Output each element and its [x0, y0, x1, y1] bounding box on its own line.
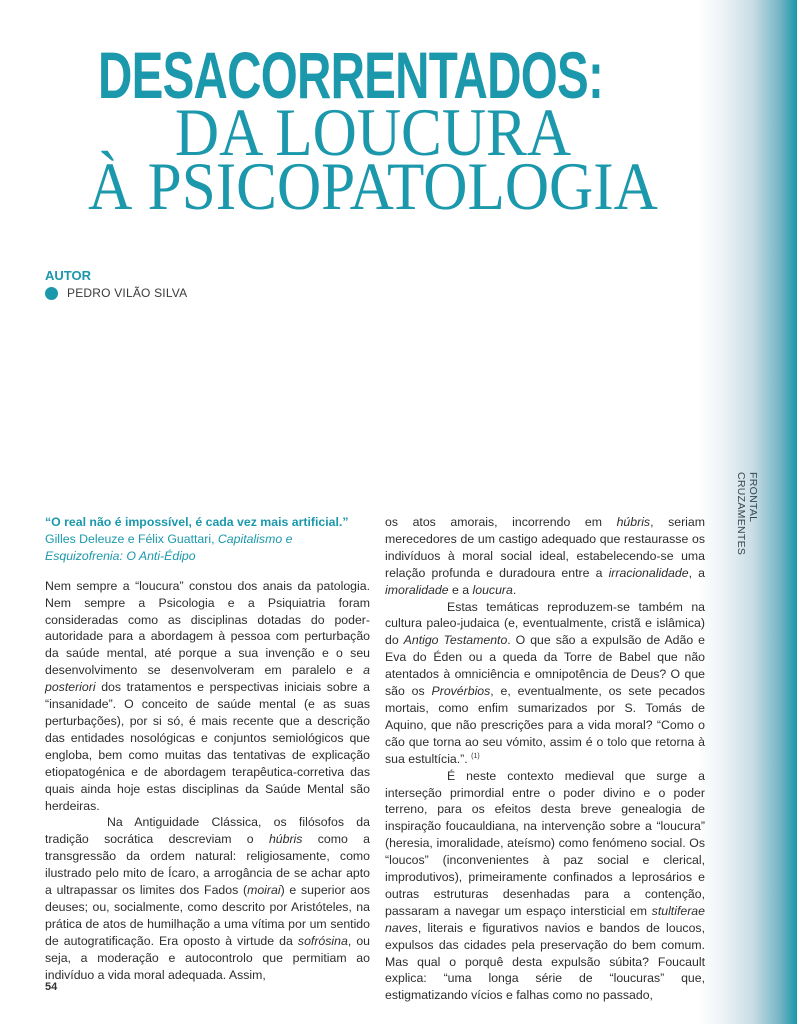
author-label: AUTOR	[45, 268, 91, 283]
italic-run: irracionalidade	[608, 565, 689, 580]
text-run: Estas temáticas reproduzem-se também na cultura paleo-judaica (e, eventualmente, cristã e islâmica) do	[385, 599, 705, 648]
section-label-cruzamentes: CRUZAMENTES	[735, 472, 747, 556]
footnote-marker[interactable]: (1)	[471, 752, 480, 760]
section-label-frontal: FRONTAL	[747, 472, 759, 523]
text-run: Na Antiguidade Clássica, os filósofos da tradição socrática descreviam o	[45, 815, 370, 847]
text-run: dos tratamentos e perspectivas iniciais sobre a “insanidade”. O conceito de saúde mental (e as suas perturbações), por si só, é mais recente que a descrição das entidades nosológicas e conjuntos semiológicos que engloba, bem como muitas das tentativas de explicação etiopatogénica e de abordagem terapêutica-corretiva das quais ainda hoje estas disciplinas da Saúde Mental são herdeiras.	[45, 680, 370, 813]
epigraph-authors: Gilles Deleuze e Félix Guattari,	[45, 531, 218, 546]
text-run: e a	[448, 582, 473, 597]
text-run: como a transgressão da ordem natural: religiosamente, como ilustrado pelo mito de Ícaro, a arrogância de se achar apto a ultrapassar os limites dos Fados (	[45, 832, 370, 898]
italic-run: imoralidade	[385, 582, 449, 597]
text-run: .	[512, 582, 517, 597]
text-run: , seriam merecedores de um castigo adequado que restaurasse os indivíduos à moral social ideal, estabelecendo-se uma relação profunda e duradoura entre a	[385, 515, 705, 580]
text-run: , ou seja, a moderação e autocontrolo que permitiam ao indivíduo a vida moral adequada. Assim,	[45, 933, 370, 982]
column-right	[385, 514, 705, 1004]
author-name: PEDRO VILÃO SILVA	[67, 286, 188, 300]
italic-run: moirai	[247, 883, 281, 898]
italic-run: loucura	[472, 582, 513, 597]
text-run: É neste contexto medieval que surge a interseção primordial entre o poder divino e o poder terreno, para os efeitos desta breve genealogia de inspiração foucauldiana, na intervenção sobre a “loucura” (heresia, imoralidade, ateísmo) como fenómeno social. Os “loucos” (inconvenientes à paz social e clerical, improdutivos), primeiramente confinados a leprosários e outras estruturas desenhadas para a contenção, passaram a navegar um espaço intersticial em	[385, 768, 705, 918]
body-paragraph-4	[385, 599, 705, 768]
text-run: . O que são a expulsão de Adão e Eva do Éden ou a queda da Torre de Babel que não atentados à omniciência e omnipotência de Deus? O que são os	[385, 633, 705, 699]
body-paragraph-1	[45, 578, 370, 815]
text-run: , literais e figurativos navios e bandos de loucos, expulsos das cidades pela preservação do bem comum. Mas qual o porquê desta expulsão súbita? Foucault explica: “uma longa série de “loucuras” que, estigmatizando vícios e falhas como no passado,	[385, 920, 705, 1003]
italic-run: a posteriori	[45, 663, 370, 695]
body-paragraph-3	[385, 514, 705, 599]
title-line-2: DA LOUCURA	[174, 94, 572, 170]
section-label	[733, 472, 793, 562]
text-run: os atos amorais, incorrendo em	[385, 515, 617, 529]
epigraph-book-title: Capitalismo e Esquizofrenia: O Anti-Édipo	[45, 531, 293, 563]
body-paragraph-5	[385, 768, 705, 1005]
author-row	[45, 286, 187, 300]
epigraph-quote: “O real não é impossível, é cada vez mais artificial.”	[45, 515, 349, 529]
page-number: 54	[45, 981, 58, 993]
bullet-dot-icon	[45, 287, 58, 300]
body-paragraph-2	[45, 814, 370, 983]
text-run: ) e superior aos deuses; ou, socialmente, como descrito por Aristóteles, na prática de atos de humilhação a uma vítima por um sentido de autogratificação. Era oposto à virtude da	[45, 883, 370, 948]
title-line-1: DESACORRENTADOS:	[98, 38, 604, 112]
text-run: Nem sempre a “loucura” constou dos anais da patologia. Nem sempre a Psicologia e a Psiquiatria foram consideradas como as disciplinas dotadas do poder-autoridade para a abordagem à pessoa com perturbação da saúde mental, até porque a sua invenção e o seu desenvolvimento se desenvolveram em paralelo e	[45, 578, 370, 678]
epigraph-source	[45, 531, 370, 565]
italic-run: Provérbios	[431, 684, 491, 699]
italic-run: Antigo Testamento	[403, 633, 508, 648]
column-left	[45, 514, 370, 983]
italic-run: sofrósina	[297, 933, 348, 948]
italic-run: húbris	[268, 832, 303, 847]
text-run: , e, eventualmente, os sete pecados mortais, como enfim sumarizados por S. Tomás de Aquino, que não prescrições para a vida moral? “Como o cão que torna ao seu vómito, assim é o tolo que retorna à sua estultícia.”.	[385, 684, 706, 766]
title-line-3: À PSICOPATOLOGIA	[88, 148, 658, 224]
italic-run: húbris	[616, 515, 651, 529]
text-run: , a	[688, 565, 705, 580]
italic-run: stultiferae naves	[385, 903, 705, 935]
